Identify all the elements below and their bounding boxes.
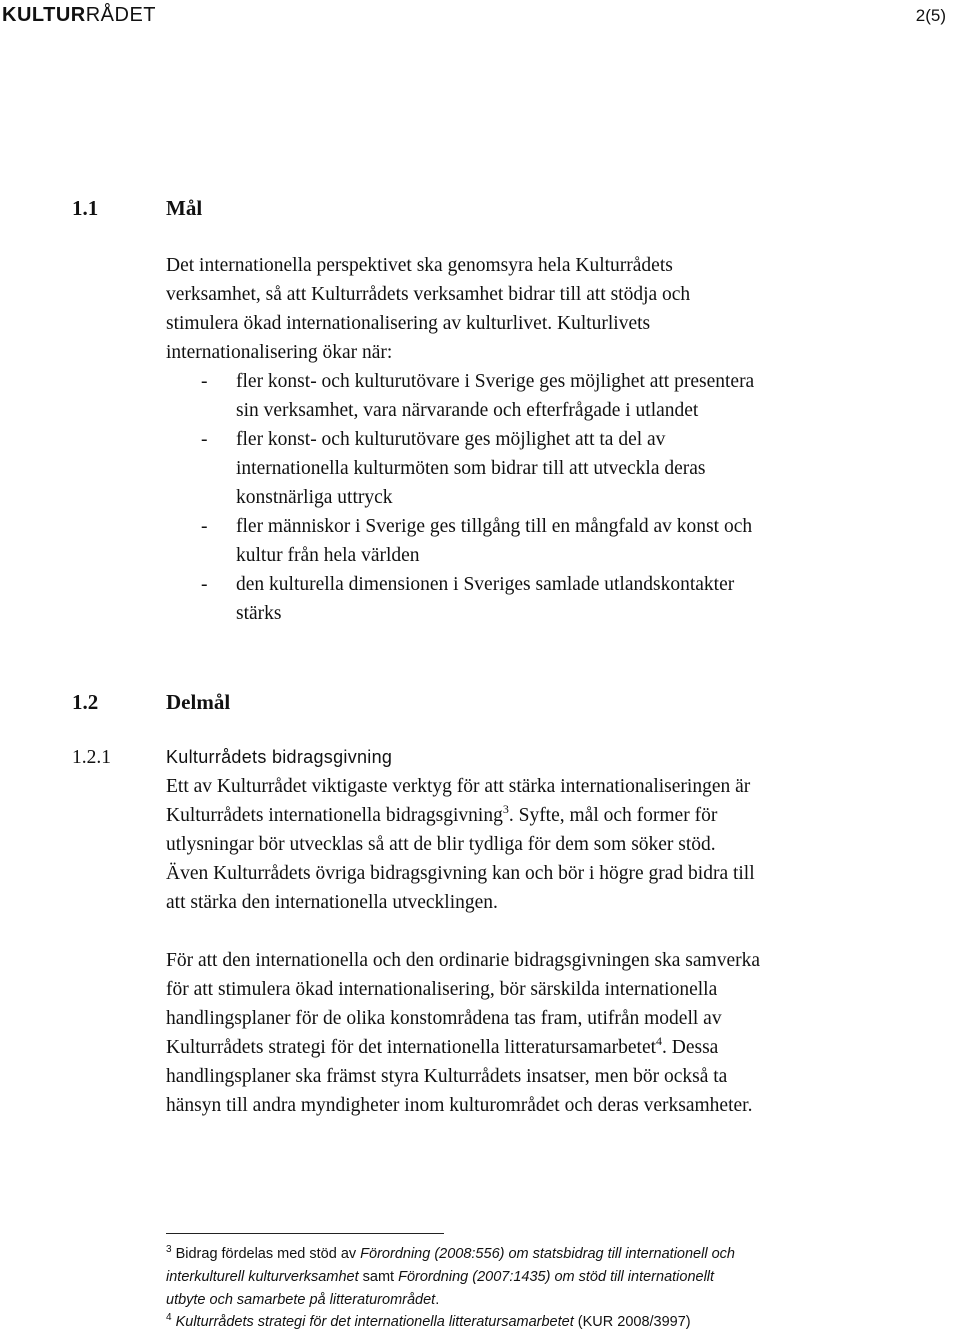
bullet-3-line-2: kultur från hela världen (236, 545, 420, 566)
section-1-2-1-title: Kulturrådets bidragsgivning (166, 747, 393, 767)
para1-line-1: Ett av Kulturrådet viktigaste verktyg för att stärka internationaliseringen är (166, 776, 751, 797)
fn4-text: (KUR 2008/3997) (573, 1314, 691, 1330)
bullet-2-line-2: internationella kulturmöten som bidrar till att utveckla deras (236, 458, 706, 479)
footnote-ref-4[interactable]: 4 (656, 1034, 663, 1048)
bullet-4-line-2: stärks (236, 603, 282, 624)
para2-line-1: För att den internationella och den ordinarie bidragsgivningen ska samverka (166, 950, 761, 971)
fn3-italic: interkulturell kulturverksamhet (166, 1269, 359, 1285)
fn3-italic: Förordning (2007:1435) om stöd till internationellt (398, 1269, 715, 1285)
para2-line-4 (166, 1034, 719, 1058)
para2-line-5: handlingsplaner ska främst styra Kulturrådets insatser, men bör också ta (166, 1066, 728, 1087)
section-1-2-title: Delmål (166, 690, 231, 714)
bullet-1-line-2: sin verksamhet, vara närvarande och efterfrågade i utlandet (236, 400, 699, 421)
fn3-text: Bidrag fördelas med stöd av (171, 1246, 361, 1262)
footnote-3-mark: 3 (166, 1244, 172, 1255)
footnote-ref-3[interactable]: 3 (502, 802, 509, 816)
logo-bold-part: KULTUR (2, 4, 86, 26)
para1-line-2-text: Kulturrådets internationella bidragsgivning (166, 805, 503, 826)
fn4-italic: Kulturrådets strategi för det internationella litteratursamarbetet (171, 1314, 574, 1330)
para2-line-3: handlingsplaner för de olika konstområdena tas fram, utifrån modell av (166, 1008, 722, 1029)
section-1-1-title: Mål (166, 196, 203, 220)
fn3-text: samt (358, 1269, 399, 1285)
para1-line-5: att stärka den internationella utvecklingen. (166, 892, 498, 913)
fn3-italic: utbyte och samarbete på litteraturområdet (166, 1292, 436, 1308)
section-1-2-number: 1.2 (72, 690, 99, 714)
para2-line-4-text: Kulturrådets strategi för det internationella litteratursamarbetet (166, 1037, 657, 1058)
footnote-3-line-3 (166, 1293, 439, 1308)
section-1-2-1-number: 1.2.1 (72, 747, 111, 768)
intro-line-1: Det internationella perspektivet ska genomsyra hela Kulturrådets (166, 255, 673, 276)
bullet-dash: - (201, 574, 208, 595)
bullet-dash: - (201, 371, 208, 392)
bullet-3-line-1: fler människor i Sverige ges tillgång till en mångfald av konst och (236, 516, 753, 537)
intro-line-4: internationalisering ökar när: (166, 342, 393, 363)
footnote-4 (166, 1312, 691, 1330)
para1-line-4: Även Kulturrådets övriga bidragsgivning kan och bör i högre grad bidra till (166, 863, 755, 884)
footnote-3-line-2 (166, 1270, 714, 1285)
kulturradet-logo (2, 4, 156, 27)
bullet-2-line-3: konstnärliga uttryck (236, 487, 393, 508)
bullet-dash: - (201, 516, 208, 537)
page-number: 2(5) (915, 6, 946, 25)
para2-line-4-after: . Dessa (662, 1037, 719, 1058)
bullet-2-line-1: fler konst- och kulturutövare ges möjlighet att ta del av (236, 429, 666, 450)
fn3-text: . (435, 1292, 440, 1308)
para2-line-6: hänsyn till andra myndigheter inom kulturområdet och deras verksamheter. (166, 1095, 753, 1116)
intro-line-3: stimulera ökad internationalisering av kulturlivet. Kulturlivets (166, 313, 651, 334)
logo-light-part: RÅDET (85, 4, 157, 26)
section-1-1-number: 1.1 (72, 196, 99, 220)
bullet-4-line-1: den kulturella dimensionen i Sveriges samlade utlandskontakter (236, 574, 735, 595)
para1-line-2-after: . Syfte, mål och former för (508, 805, 718, 826)
footnote-3-line-1 (166, 1244, 735, 1262)
intro-line-2: verksamhet, så att Kulturrådets verksamhet bidrar till att stödja och (166, 284, 691, 305)
para2-line-2: för att stimulera ökad internationalisering, bör särskilda internationella (166, 979, 718, 1000)
para1-line-3: utlysningar bör utvecklas så att de blir tydliga för dem som söker stöd. (166, 834, 716, 855)
footnote-4-mark: 4 (166, 1312, 172, 1323)
bullet-dash: - (201, 429, 208, 450)
fn3-italic: Förordning (2008:556) om statsbidrag till internationell och (360, 1246, 735, 1262)
bullet-1-line-1: fler konst- och kulturutövare i Sverige ges möjlighet att presentera (236, 371, 755, 392)
footnote-separator (166, 1233, 444, 1234)
para1-line-2 (166, 802, 718, 826)
